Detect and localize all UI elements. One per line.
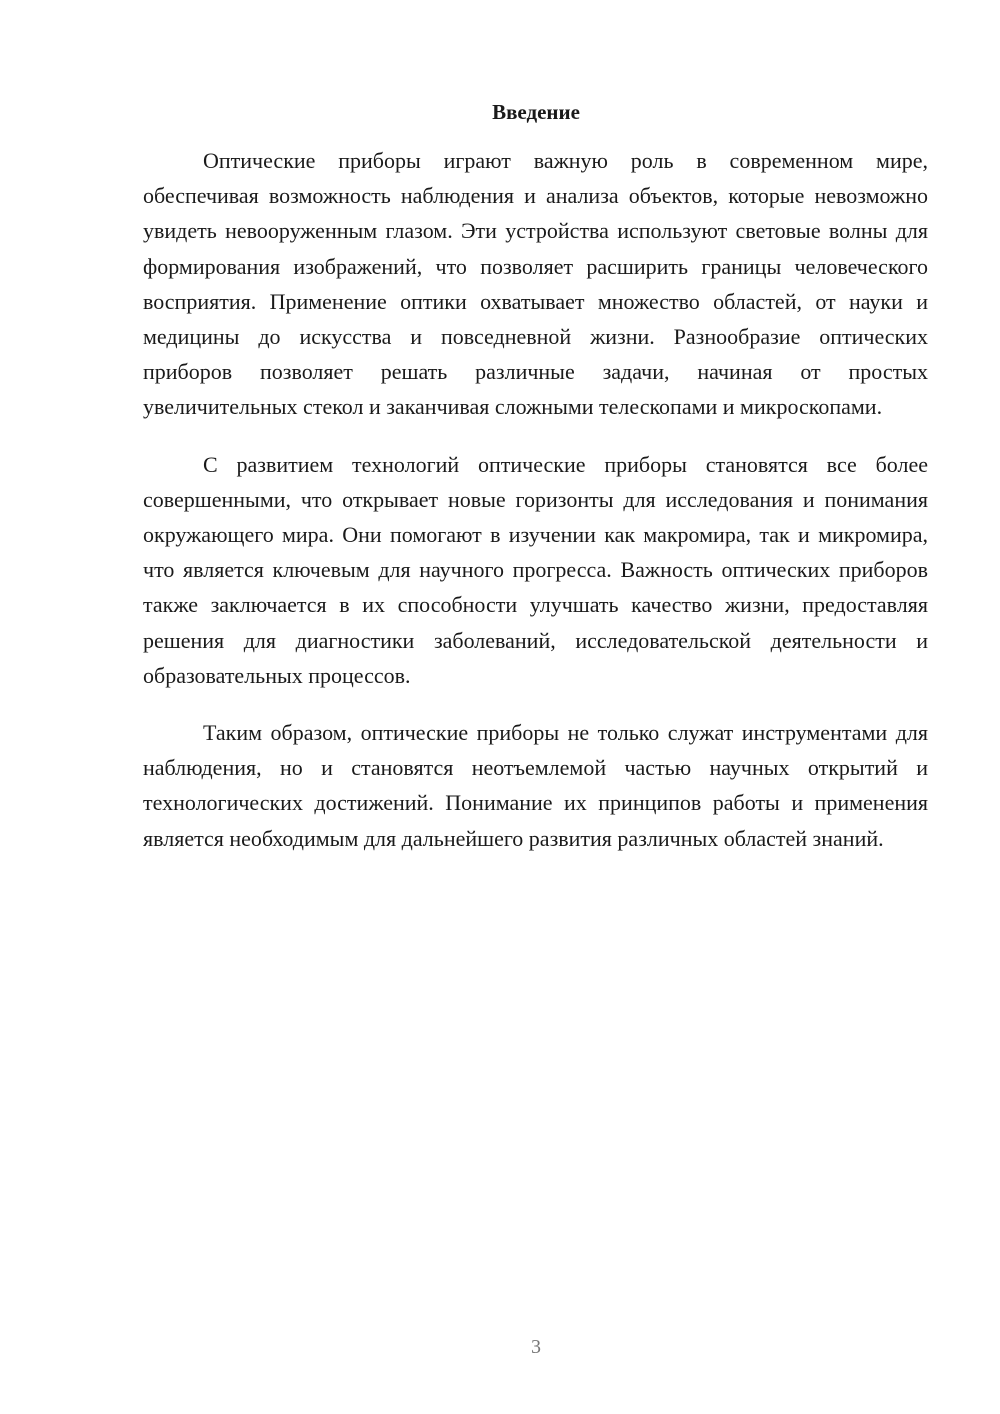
paragraph-1: Оптические приборы играют важную роль в современном мире, обеспечивая возможность наблюдения и анализа объектов, которые невозможно увидеть невооруженным глазом. Эти устройства используют световые волны для формирования изображений, что позволяет расширить границы человеческого восприятия. Применение оптики охватывает множество областей, от науки и медицины до искусства и повседневной жизни. Разнообразие оптических приборов позволяет решать различные задачи, начиная от простых увеличительных стекол и заканчивая сложными телескопами и микроскопами. [143, 148, 928, 420]
paragraph-2: С развитием технологий оптические приборы становятся все более совершенными, что открывает новые горизонты для исследования и понимания окружающего мира. Они помогают в изучении как макромира, так и микромира, что является ключевым для научного прогресса. Важность оптических приборов также заключается в их способности улучшать качество жизни, предоставляя решения для диагностики заболеваний, исследовательской деятельности и образовательных процессов. [143, 451, 928, 688]
paragraph-3: Таким образом, оптические приборы не только служат инструментами для наблюдения, но и становятся неотъемлемой частью научных открытий и технологических достижений. Понимание их принципов работы и применения является необходимым для дальнейшего развития различных областей знаний. [143, 720, 928, 851]
page-number: 3 [531, 1336, 541, 1358]
page-title: Введение [492, 100, 580, 124]
document-body [143, 143, 928, 878]
